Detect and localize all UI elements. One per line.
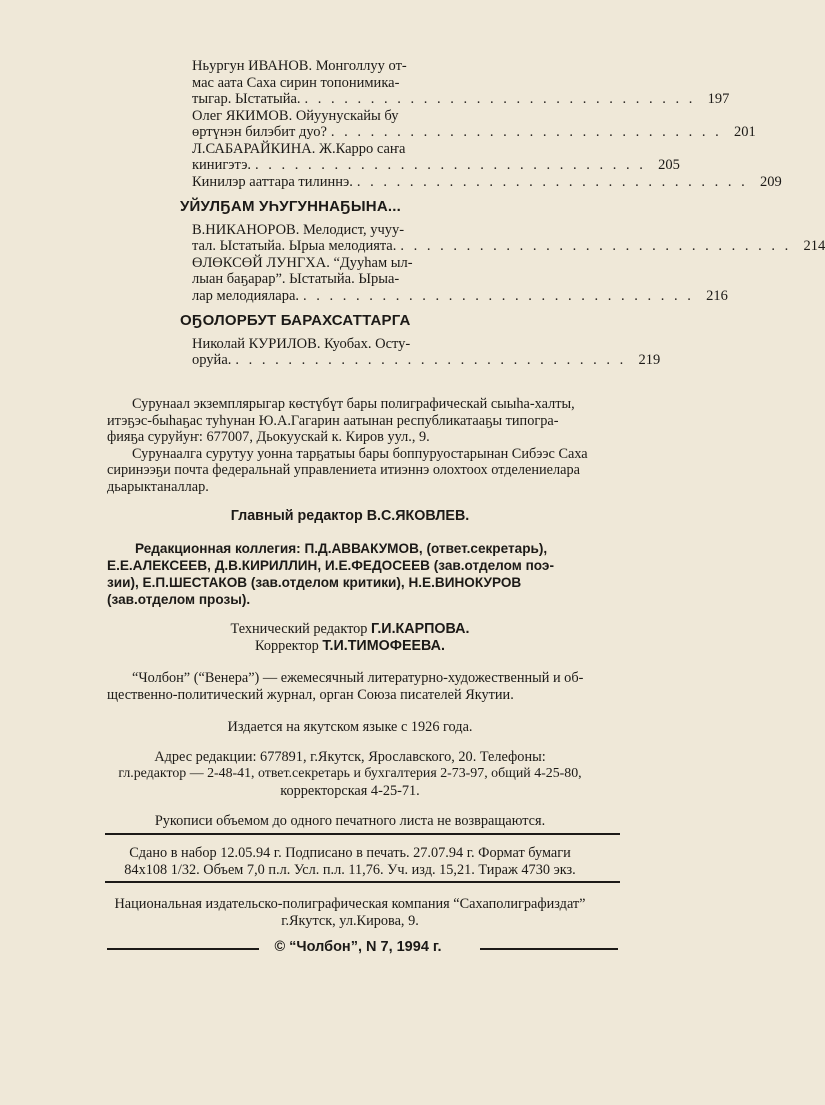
toc-entry-line: Олег ЯКИМОВ. Ойуунускайы бу — [192, 107, 399, 124]
toc-entry-text: оруйа. — [192, 352, 232, 368]
toc-entry-last-line — [192, 157, 680, 174]
toc-entry-line: лыан баҕарар”. Ыстатыйа. Ырыа- — [192, 271, 400, 287]
divider — [105, 833, 620, 835]
toc-page-number: 197 — [707, 91, 730, 107]
divider — [105, 881, 620, 883]
toc-page-number: 209 — [759, 173, 782, 190]
imprint-line: Сдано в набор 12.05.94 г. Подписано в печать. 27.07.94 г. Формат бумаги — [129, 845, 571, 861]
chief-editor-name: В.С.ЯКОВЛЕВ. — [366, 508, 470, 524]
text-line: “Чолбон” (“Венера”) — ежемесячный литературно-художественный и об- — [132, 670, 584, 686]
toc-leader-dots: . . . . . . . . . . . . . . . . . . . . . . . . . . . . . . — [255, 157, 646, 173]
corrector-label: Корректор — [255, 638, 319, 654]
text-line: фияҕа суруйуҥ: 677007, Дьокуускай к. Киров уул., 9. — [107, 429, 430, 445]
divider — [480, 948, 618, 950]
toc-leader-dots: . . . . . . . . . . . . . . . . . . . . . . . . . . . . . . — [303, 287, 694, 304]
toc-entry — [192, 140, 680, 174]
toc-group-1 — [192, 58, 782, 190]
toc-entry — [192, 254, 728, 305]
print-error-note — [107, 396, 607, 495]
text-line: итэҕэс-быһаҕас туһунан Ю.А.Гагарин аатынан республикатааҕы типогра- — [107, 412, 559, 429]
toc-entry — [192, 335, 661, 369]
imprint-line: 84х108 1/32. Объем 7,0 п.л. Усл. п.л. 11,76. Уч. изд. 15,21. Тираж 4730 экз. — [124, 862, 576, 878]
toc-entry-last-line — [192, 124, 756, 141]
toc-entry-text: Кинилэр ааттара тилиннэ. — [192, 173, 353, 190]
toc-entry-line: мас аата Саха сирин топонимика- — [192, 74, 400, 91]
toc-leader-dots: . . . . . . . . . . . . . . . . . . . . . . . . . . . . . . — [356, 173, 748, 190]
text-line: Редакционная коллегия: П.Д.АВВАКУМОВ, (ответ.секретарь), — [135, 541, 548, 556]
journal-description — [107, 670, 607, 703]
toc-page-number: 201 — [734, 124, 756, 140]
publication-language: Издается на якутском языке с 1926 года. — [227, 719, 473, 735]
toc-page-number: 216 — [706, 287, 728, 304]
toc-entry-last-line — [192, 287, 728, 305]
toc-entry-line: Николай КУРИЛОВ. Куобах. Осту- — [192, 335, 411, 352]
text-line: зии), Е.П.ШЕСТАКОВ (зав.отделом критики), Н.Е.ВИНОКУРОВ — [107, 575, 522, 590]
toc-entry — [192, 107, 756, 141]
toc-entry-line: В.НИКАНОРОВ. Мелодист, учуу- — [192, 221, 405, 238]
toc-group-3 — [192, 335, 661, 369]
toc-entry-text: тал. Ыстатыйа. Ырыа мелодиятa. — [192, 238, 397, 254]
text-line: дьарыктаналлар. — [107, 478, 209, 495]
toc-entry-last-line — [192, 238, 825, 255]
technical-editor-label: Технический редактор — [230, 621, 368, 637]
chief-editor — [80, 508, 620, 525]
toc-section-title: ОҔОЛОРБУТ БАРАХСАТТАРГА — [180, 312, 411, 329]
address-line: гл.редактор — 2-48-41, ответ.секретарь и бухгалтерия 2-73-97, общий 4-25-80, — [118, 766, 582, 781]
toc-entry-text: өртүнэн билэбит дуо? — [192, 124, 327, 140]
toc-entry — [192, 58, 730, 108]
toc-section-title: УЙУЛҔАМ УҺУГУННАҔЫНА... — [180, 198, 401, 215]
manuscripts-note: Рукописи объемом до одного печатного листа не возвращаются. — [154, 813, 546, 829]
publisher-line: Национальная издательско-полиграфическая компания “Сахаполиграфиздат” — [114, 896, 586, 912]
address-line: корректорская 4-25-71. — [280, 783, 420, 799]
toc-entry-line: Л.САБАРАЙКИНА. Ж.Карро саҥа — [192, 140, 406, 157]
toc-entry-text: тыгар. Ыстатыйа. — [192, 91, 301, 107]
toc-entry-line: ӨЛӨКСӨЙ ЛУНГХА. “Дууһам ыл- — [192, 254, 413, 271]
toc-entry-last-line — [192, 352, 661, 369]
text-line: Сурунаалга сурутуу уонна тарҕатыы бары боппуруостарынан Сибээс Саха — [132, 445, 588, 462]
toc-entry-last-line — [192, 91, 730, 108]
technical-editor — [80, 621, 620, 638]
toc-leader-dots: . . . . . . . . . . . . . . . . . . . . . . . . . . . . . . — [330, 124, 722, 140]
toc-entry-line: Ньургун ИВАНОВ. Монголлуу от- — [192, 58, 407, 74]
toc-page-number: 219 — [638, 352, 661, 368]
toc-page-number: 205 — [658, 157, 680, 173]
publisher-line: г.Якутск, ул.Кирова, 9. — [281, 913, 419, 929]
text-line: Е.Е.АЛЕКСЕЕВ, Д.В.КИРИЛЛИН, И.Е.ФЕДОСЕЕВ (зав.отделом поэ- — [107, 558, 554, 573]
toc-entry-last-line — [192, 173, 782, 191]
corrector — [80, 638, 620, 655]
technical-editor-name: Г.И.КАРПОВА. — [371, 621, 470, 637]
toc-leader-dots: . . . . . . . . . . . . . . . . . . . . . . . . . . . . . . — [400, 238, 792, 254]
text-line: щественно-политический журнал, орган Союза писателей Якутии. — [107, 686, 514, 703]
copyright: © “Чолбон”, N 7, 1994 г. — [274, 939, 442, 955]
toc-leader-dots: . . . . . . . . . . . . . . . . . . . . . . . . . . . . . . — [304, 91, 696, 107]
table-of-contents — [180, 58, 825, 369]
chief-editor-label: Главный редактор — [230, 508, 363, 524]
toc-entry-text: лар мелодиялара. — [192, 287, 300, 304]
toc-entry — [192, 173, 782, 191]
address-line: Адрес редакции: 677891, г.Якутск, Ярославского, 20. Телефоны: — [154, 749, 546, 765]
editorial-board — [107, 540, 619, 608]
text-line: сиринээҕи почта федеральнай управлениета итиэннэ олохтоох отделениелара — [107, 462, 580, 478]
toc-entry — [192, 221, 825, 255]
toc-page-number: 214 — [803, 238, 825, 254]
toc-entry-text: кинигэтэ. — [192, 157, 252, 173]
corrector-name: Т.И.ТИМОФЕЕВА. — [322, 638, 445, 654]
toc-group-2 — [192, 221, 825, 305]
text-line: Сурунаал экземплярыгар көстүбүт бары полиграфическай сыыһа-халты, — [132, 396, 575, 412]
toc-leader-dots: . . . . . . . . . . . . . . . . . . . . . . . . . . . . . . — [235, 352, 627, 368]
text-line: (зав.отделом прозы). — [107, 592, 251, 607]
